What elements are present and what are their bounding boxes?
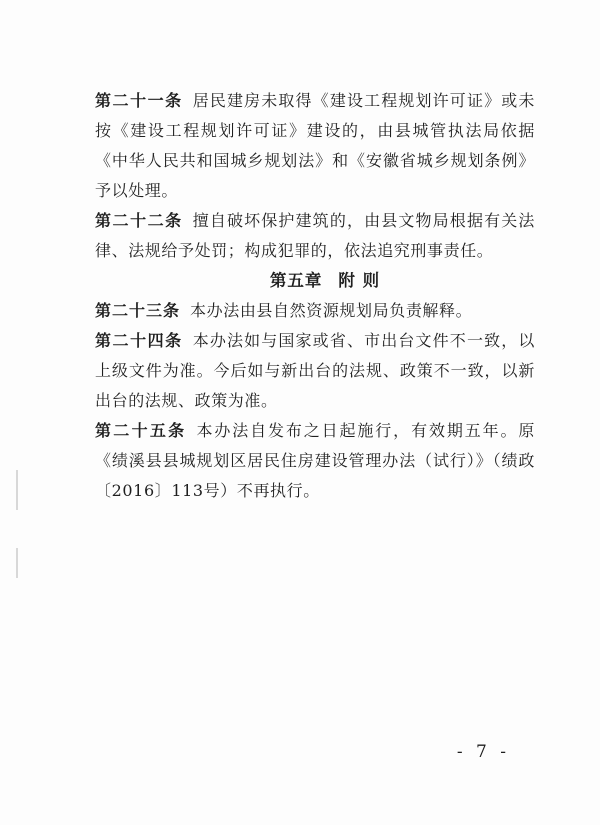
article-label: 第二十一条 <box>95 91 183 110</box>
article-21 <box>95 86 535 206</box>
document-body <box>95 86 535 506</box>
chapter-heading <box>95 266 535 296</box>
article-text: 本办法自发布之日起施行，有效期五年。原《绩溪县县城规划区居民住房建设管理办法（试行）》（绩政〔2016〕113号）不再执行。 <box>95 421 535 500</box>
article-24 <box>95 326 535 416</box>
page-number: - 7 - <box>456 742 510 762</box>
article-text: 擅自破坏保护建筑的，由县文物局根据有关法律、法规给予处罚；构成犯罪的，依法追究刑事责任。 <box>95 211 535 260</box>
scan-edge-mark <box>16 548 18 578</box>
article-label: 第二十二条 <box>95 211 183 230</box>
article-label: 第二十四条 <box>95 331 183 350</box>
scan-edge-mark <box>16 470 18 510</box>
article-text: 居民建房未取得《建设工程规划许可证》或未按《建设工程规划许可证》建设的，由县城管执法局依据《中华人民共和国城乡规划法》和《安徽省城乡规划条例》予以处理。 <box>95 91 535 200</box>
article-22 <box>95 206 535 266</box>
article-label: 第二十五条 <box>95 421 187 440</box>
article-label: 第二十三条 <box>95 301 181 320</box>
article-25 <box>95 416 535 506</box>
chapter-title: 附 则 <box>338 271 381 290</box>
article-text: 本办法由县自然资源规划局负责解释。 <box>190 301 473 320</box>
article-23 <box>95 296 535 326</box>
chapter-number: 第五章 <box>269 271 323 290</box>
article-text: 本办法如与国家或省、市出台文件不一致，以上级文件为准。今后如与新出台的法规、政策不一致，以新出台的法规、政策为准。 <box>95 331 535 410</box>
